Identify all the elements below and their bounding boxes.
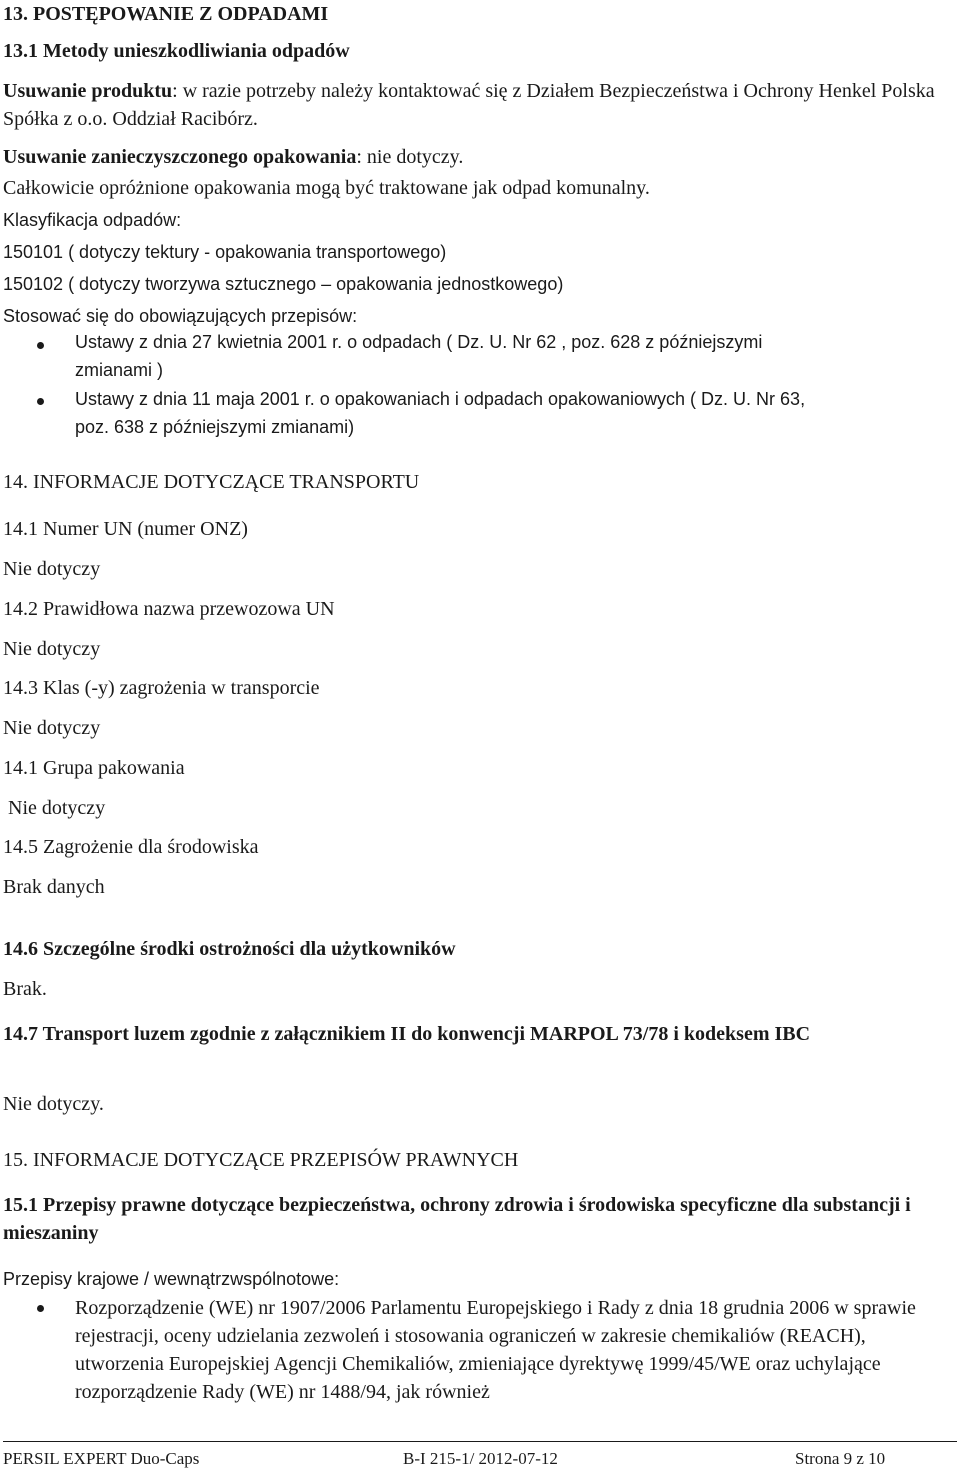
removal-packaging-paragraph [3,143,958,171]
subsection-13-1-heading: 13.1 Metody unieszkodliwiania odpadów [3,40,350,62]
bulk-transport-value: Nie dotyczy. [3,1093,104,1115]
section-14-heading: 14. INFORMACJE DOTYCZĄCE TRANSPORTU [3,471,420,493]
environment-hazard-value: Brak danych [3,876,105,898]
un-number-value: Nie dotyczy [3,558,101,580]
waste-classification-label: Klasyfikacja odpadów: [3,210,182,230]
removal-product-paragraph [3,77,958,133]
reach-regulation-text: Rozporządzenie (WE) nr 1907/2006 Parlamentu Europejskiego i Rady z dnia 18 grudnia 2006 w sprawie rejestracji, oceny udzielania zezwoleń i stosowania ograniczeń w zakresie chemikaliów (REACH), utworzenia Europejskiej Agencji Chemikaliów, zmieniające dyrektywę 1999/45/WE oraz uchylające rozporządzenie Rady (WE) nr 1488/94, jak również [75,1297,916,1403]
waste-code-150102: 150102 ( dotyczy tworzywa sztucznego – opakowania jednostkowego) [3,274,564,294]
section-13-heading: 13. POSTĘPOWANIE Z ODPADAMI [3,3,329,25]
law-waste-line-2: zmianami ) [75,360,164,380]
regulations-15-1-heading: 15.1 Przepisy prawne dotyczące bezpieczeństwa, ochrony zdrowia i środowiska specyficzne dla substancji i mieszaniny [3,1194,911,1244]
hazard-class-heading: 14.3 Klas (-y) zagrożenia w transporcie [3,677,320,699]
law-packaging-line-1: Ustawy z dnia 11 maja 2001 r. o opakowaniach i odpadach opakowaniowych ( Dz. U. Nr 63, [75,389,806,409]
law-packaging-line-2: poz. 638 z późniejszymi zmianami) [75,417,355,437]
packing-group-heading: 14.1 Grupa pakowania [3,757,185,779]
footer-divider [3,1441,957,1442]
environment-hazard-heading: 14.5 Zagrożenie dla środowiska [3,836,259,858]
apply-regulations-label: Stosować się do obowiązujących przepisów: [3,306,358,326]
shipping-name-value: Nie dotyczy [3,638,101,660]
un-number-heading: 14.1 Numer UN (numer ONZ) [3,518,248,540]
packing-group-value: Nie dotyczy [3,797,106,819]
bullet-icon [37,1305,44,1312]
footer-product-name: PERSIL EXPERT Duo-Caps [3,1449,200,1468]
footer-document-id: B-I 215-1/ 2012-07-12 [403,1449,558,1468]
shipping-name-heading: 14.2 Prawidłowa nazwa przewozowa UN [3,598,335,620]
removal-product-text: : w razie potrzeby należy kontaktować się z Działem Bezpieczeństwa i Ochrony Henkel Polska Spółka z o.o. Oddział Racibórz. [3,80,935,130]
bulk-transport-heading: 14.7 Transport luzem zgodnie z załącznikiem II do konwencji MARPOL 73/78 i kodeksem IBC [3,1023,811,1045]
hazard-class-value: Nie dotyczy [3,717,101,739]
bullet-icon [37,398,44,405]
user-precautions-heading: 14.6 Szczególne środki ostrożności dla użytkowników [3,938,456,960]
law-waste-line-1: Ustawy z dnia 27 kwietnia 2001 r. o odpadach ( Dz. U. Nr 62 , poz. 628 z późniejszymi [75,332,763,352]
bullet-icon [37,342,44,349]
section-15-heading: 15. INFORMACJE DOTYCZĄCE PRZEPISÓW PRAWNYCH [3,1149,519,1171]
user-precautions-value: Brak. [3,978,47,1000]
removal-packaging-text: : nie dotyczy. [356,146,464,168]
removal-product-label: Usuwanie produktu [3,80,173,102]
empty-packaging-note: Całkowicie opróżnione opakowania mogą być traktowane jak odpad komunalny. [3,177,650,199]
waste-code-150101: 150101 ( dotyczy tektury - opakowania transportowego) [3,242,447,262]
national-regulations-intro: Przepisy krajowe / wewnątrzwspólnotowe: [3,1269,340,1289]
footer-page-number: Strona 9 z 10 [795,1449,886,1468]
removal-packaging-label: Usuwanie zanieczyszczonego opakowania [3,146,357,168]
